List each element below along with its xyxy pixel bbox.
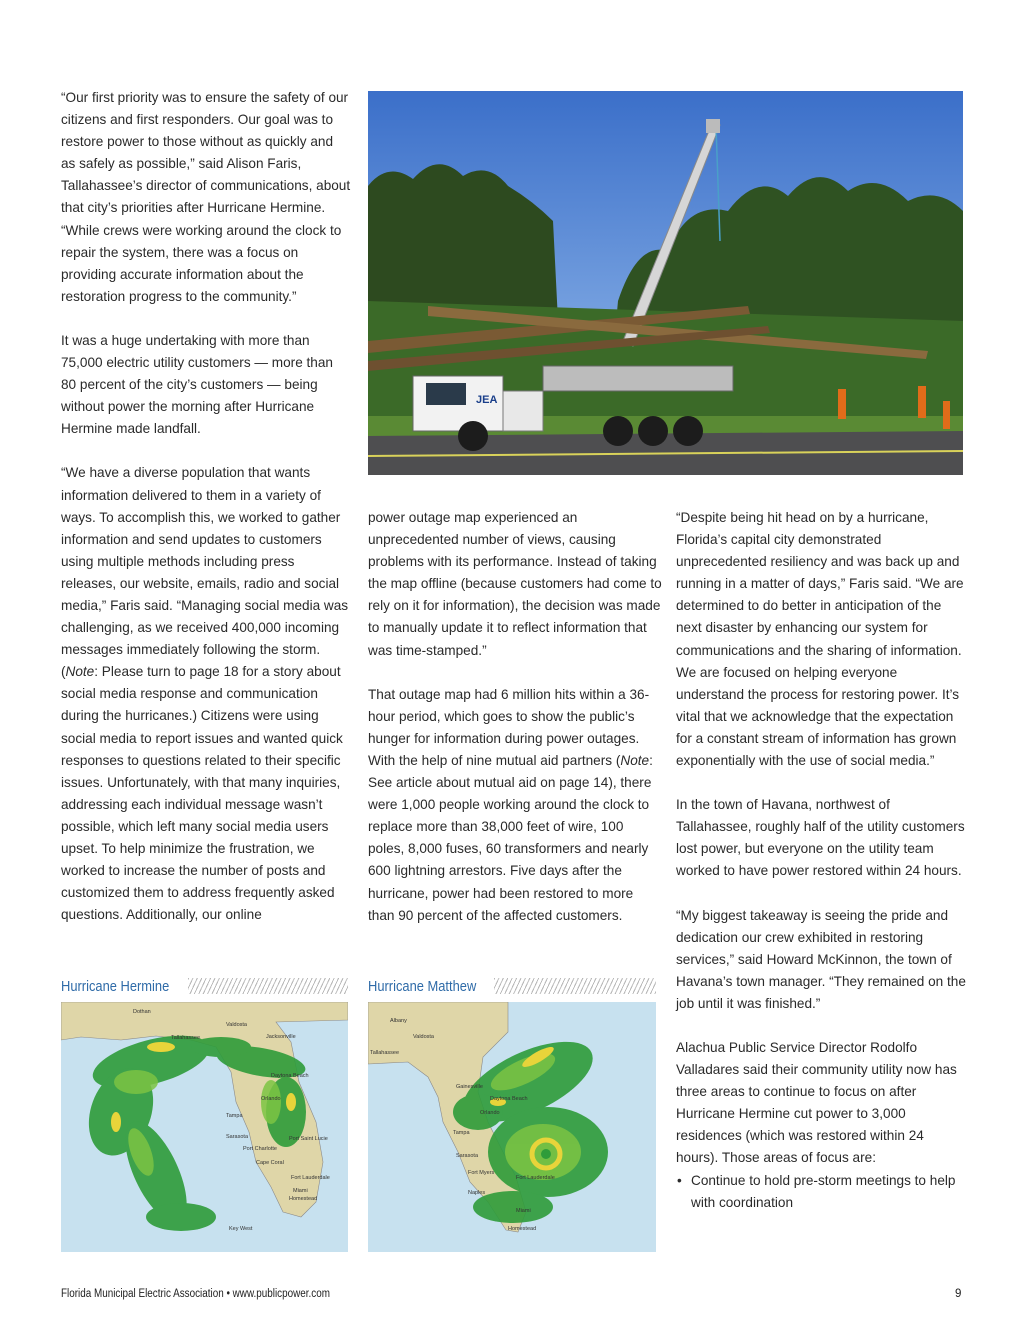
svg-text:Orlando: Orlando — [261, 1096, 281, 1102]
paragraph: “Our first priority was to ensure the safety of our citizens and first responders. Our goal was to restore power to those without as quickly and as safely as possible,” said Alison Faris, Tallahassee’s director of communications, about that city’s priorities after Hurricane Hermine. “While crews were working around the clock to repair the system, there was a focus on providing accurate information about the restoration progress to the community.” — [61, 90, 351, 304]
svg-text:Homestead: Homestead — [289, 1196, 318, 1202]
paragraph: “My biggest takeaway is seeing the pride and dedication our crew exhibited in restoring services,” said Howard McKinnon, the town of Havana’s town manager. “They remained on the job until it was finished.” — [676, 907, 966, 1011]
svg-text:Sarasota: Sarasota — [456, 1153, 479, 1159]
hermine-radar-map — [61, 1002, 348, 1252]
svg-text:Daytona Beach: Daytona Beach — [490, 1096, 528, 1102]
page-footer: Florida Municipal Electric Association • www.publicpower.com — [61, 1288, 330, 1300]
note-label: Note — [620, 752, 650, 768]
svg-text:Key West: Key West — [229, 1226, 253, 1232]
article-column-3 — [676, 507, 966, 1214]
svg-text:Tallahassee: Tallahassee — [370, 1050, 400, 1056]
svg-text:Tampa: Tampa — [453, 1130, 470, 1136]
matthew-radar-map — [368, 1002, 656, 1252]
svg-text:Orlando: Orlando — [480, 1110, 500, 1116]
paragraph: “We have a diverse population that wants information delivered to them in a variety of ways. To accomplish this, we worked to gather information and send updates to customers using multiple methods including press releases, our website, emails, radio and social media,” Faris said. “Managing social media was challenging, as we received 400,000 incoming messages immediately following the storm. (Note: Please turn to page 18 for a story about social media response and communication during the hurricanes.) Citizens were using social media to report issues and wanted quick responses to questions related to their specific issues. Unfortunately, with that many inquiries, addressing each individual message wasn’t possible, which left many social media users upset. To help minimize the frustration, we worked to increase the number of posts and customized them to address frequently asked questions. Additionally, our online — [61, 465, 349, 923]
svg-text:Daytona Beach: Daytona Beach — [271, 1073, 309, 1079]
svg-text:Port Saint Lucie: Port Saint Lucie — [289, 1136, 328, 1142]
svg-text:Fort Lauderdale: Fort Lauderdale — [516, 1175, 555, 1181]
paragraph: power outage map experienced an unprecedented number of views, causing problems with its performance. Instead of taking the map offline (because customers had come to rely on it for information), the decision was made to manually update it to reflect information that was time-stamped.” — [368, 510, 662, 658]
svg-text:Valdosta: Valdosta — [226, 1022, 247, 1028]
title-hatch-decoration — [188, 978, 348, 994]
svg-text:Fort Lauderdale: Fort Lauderdale — [291, 1175, 330, 1181]
svg-text:Cape Coral: Cape Coral — [256, 1160, 284, 1166]
svg-text:Miami: Miami — [293, 1188, 308, 1194]
svg-text:Tampa: Tampa — [226, 1113, 243, 1119]
list-item: • Continue to hold pre-storm meetings to help with coordination — [676, 1170, 966, 1214]
page-number: 9 — [955, 1288, 962, 1300]
article-column-2 — [368, 507, 662, 927]
svg-text:Jacksonville: Jacksonville — [266, 1034, 296, 1040]
svg-text:Valdosta: Valdosta — [413, 1034, 434, 1040]
svg-text:Port Charlotte: Port Charlotte — [243, 1146, 277, 1152]
svg-text:JEA: JEA — [476, 394, 498, 406]
svg-text:Albany: Albany — [390, 1018, 407, 1024]
svg-text:Fort Myers: Fort Myers — [468, 1170, 495, 1176]
article-column-1 — [61, 87, 351, 926]
svg-text:Dothan: Dothan — [133, 1009, 151, 1015]
paragraph: “Despite being hit head on by a hurricane, Florida’s capital city demonstrated unprecedented resiliency and was back up and running in a matter of days,” Faris said. “We are determined to do better in anticipation of the next disaster by enhancing our system for communications and the sharing of information. We are focused on helping everyone understand the process for restoring power. It’s vital that we acknowledge that the expectation for a constant stream of information has grown exponentially with the use of social media.” — [676, 510, 964, 769]
note-label: Note — [65, 664, 95, 680]
svg-text:Gainesville: Gainesville — [456, 1084, 483, 1090]
utility-crew-photo — [368, 91, 963, 475]
title-hatch-decoration — [494, 978, 656, 994]
focus-areas-list — [676, 1170, 966, 1214]
svg-text:Miami: Miami — [516, 1208, 531, 1214]
paragraph: That outage map had 6 million hits within a 36-hour period, which goes to show the public’s hunger for information during power outages. With the help of nine mutual aid partners (Note: See article about mutual aid on page 14), there were 1,000 people working around the clock to replace more than 38,000 feet of wire, 100 poles, 8,000 fuses, 60 transformers and nearly 600 lightning arrestors. Five days after the hurricane, power had been restored to more than 90 percent of the affected customers. — [368, 686, 653, 923]
paragraph: In the town of Havana, northwest of Tallahassee, roughly half of the utility customers lost power, but everyone on the utility team worked to have power restored within 24 hours. — [676, 797, 965, 879]
svg-text:Sarasota: Sarasota — [226, 1134, 249, 1140]
paragraph: Alachua Public Service Director Rodolfo Valladares said their community utility now has three areas to continue to focus on after Hurricane Hermine cut power to 3,000 residences (which was restored within 24 hours). Those areas of focus are: — [676, 1039, 957, 1166]
svg-text:Tallahassee: Tallahassee — [171, 1035, 201, 1041]
paragraph: It was a huge undertaking with more than 75,000 electric utility customers — more than 80 percent of the city’s customers — being without power the morning after Hurricane Hermine made landfall. — [61, 332, 333, 437]
svg-text:Homestead: Homestead — [508, 1226, 537, 1232]
svg-text:Naples: Naples — [468, 1190, 486, 1196]
map-title-hermine: Hurricane Hermine — [61, 977, 170, 995]
map-title-matthew: Hurricane Matthew — [368, 977, 477, 995]
